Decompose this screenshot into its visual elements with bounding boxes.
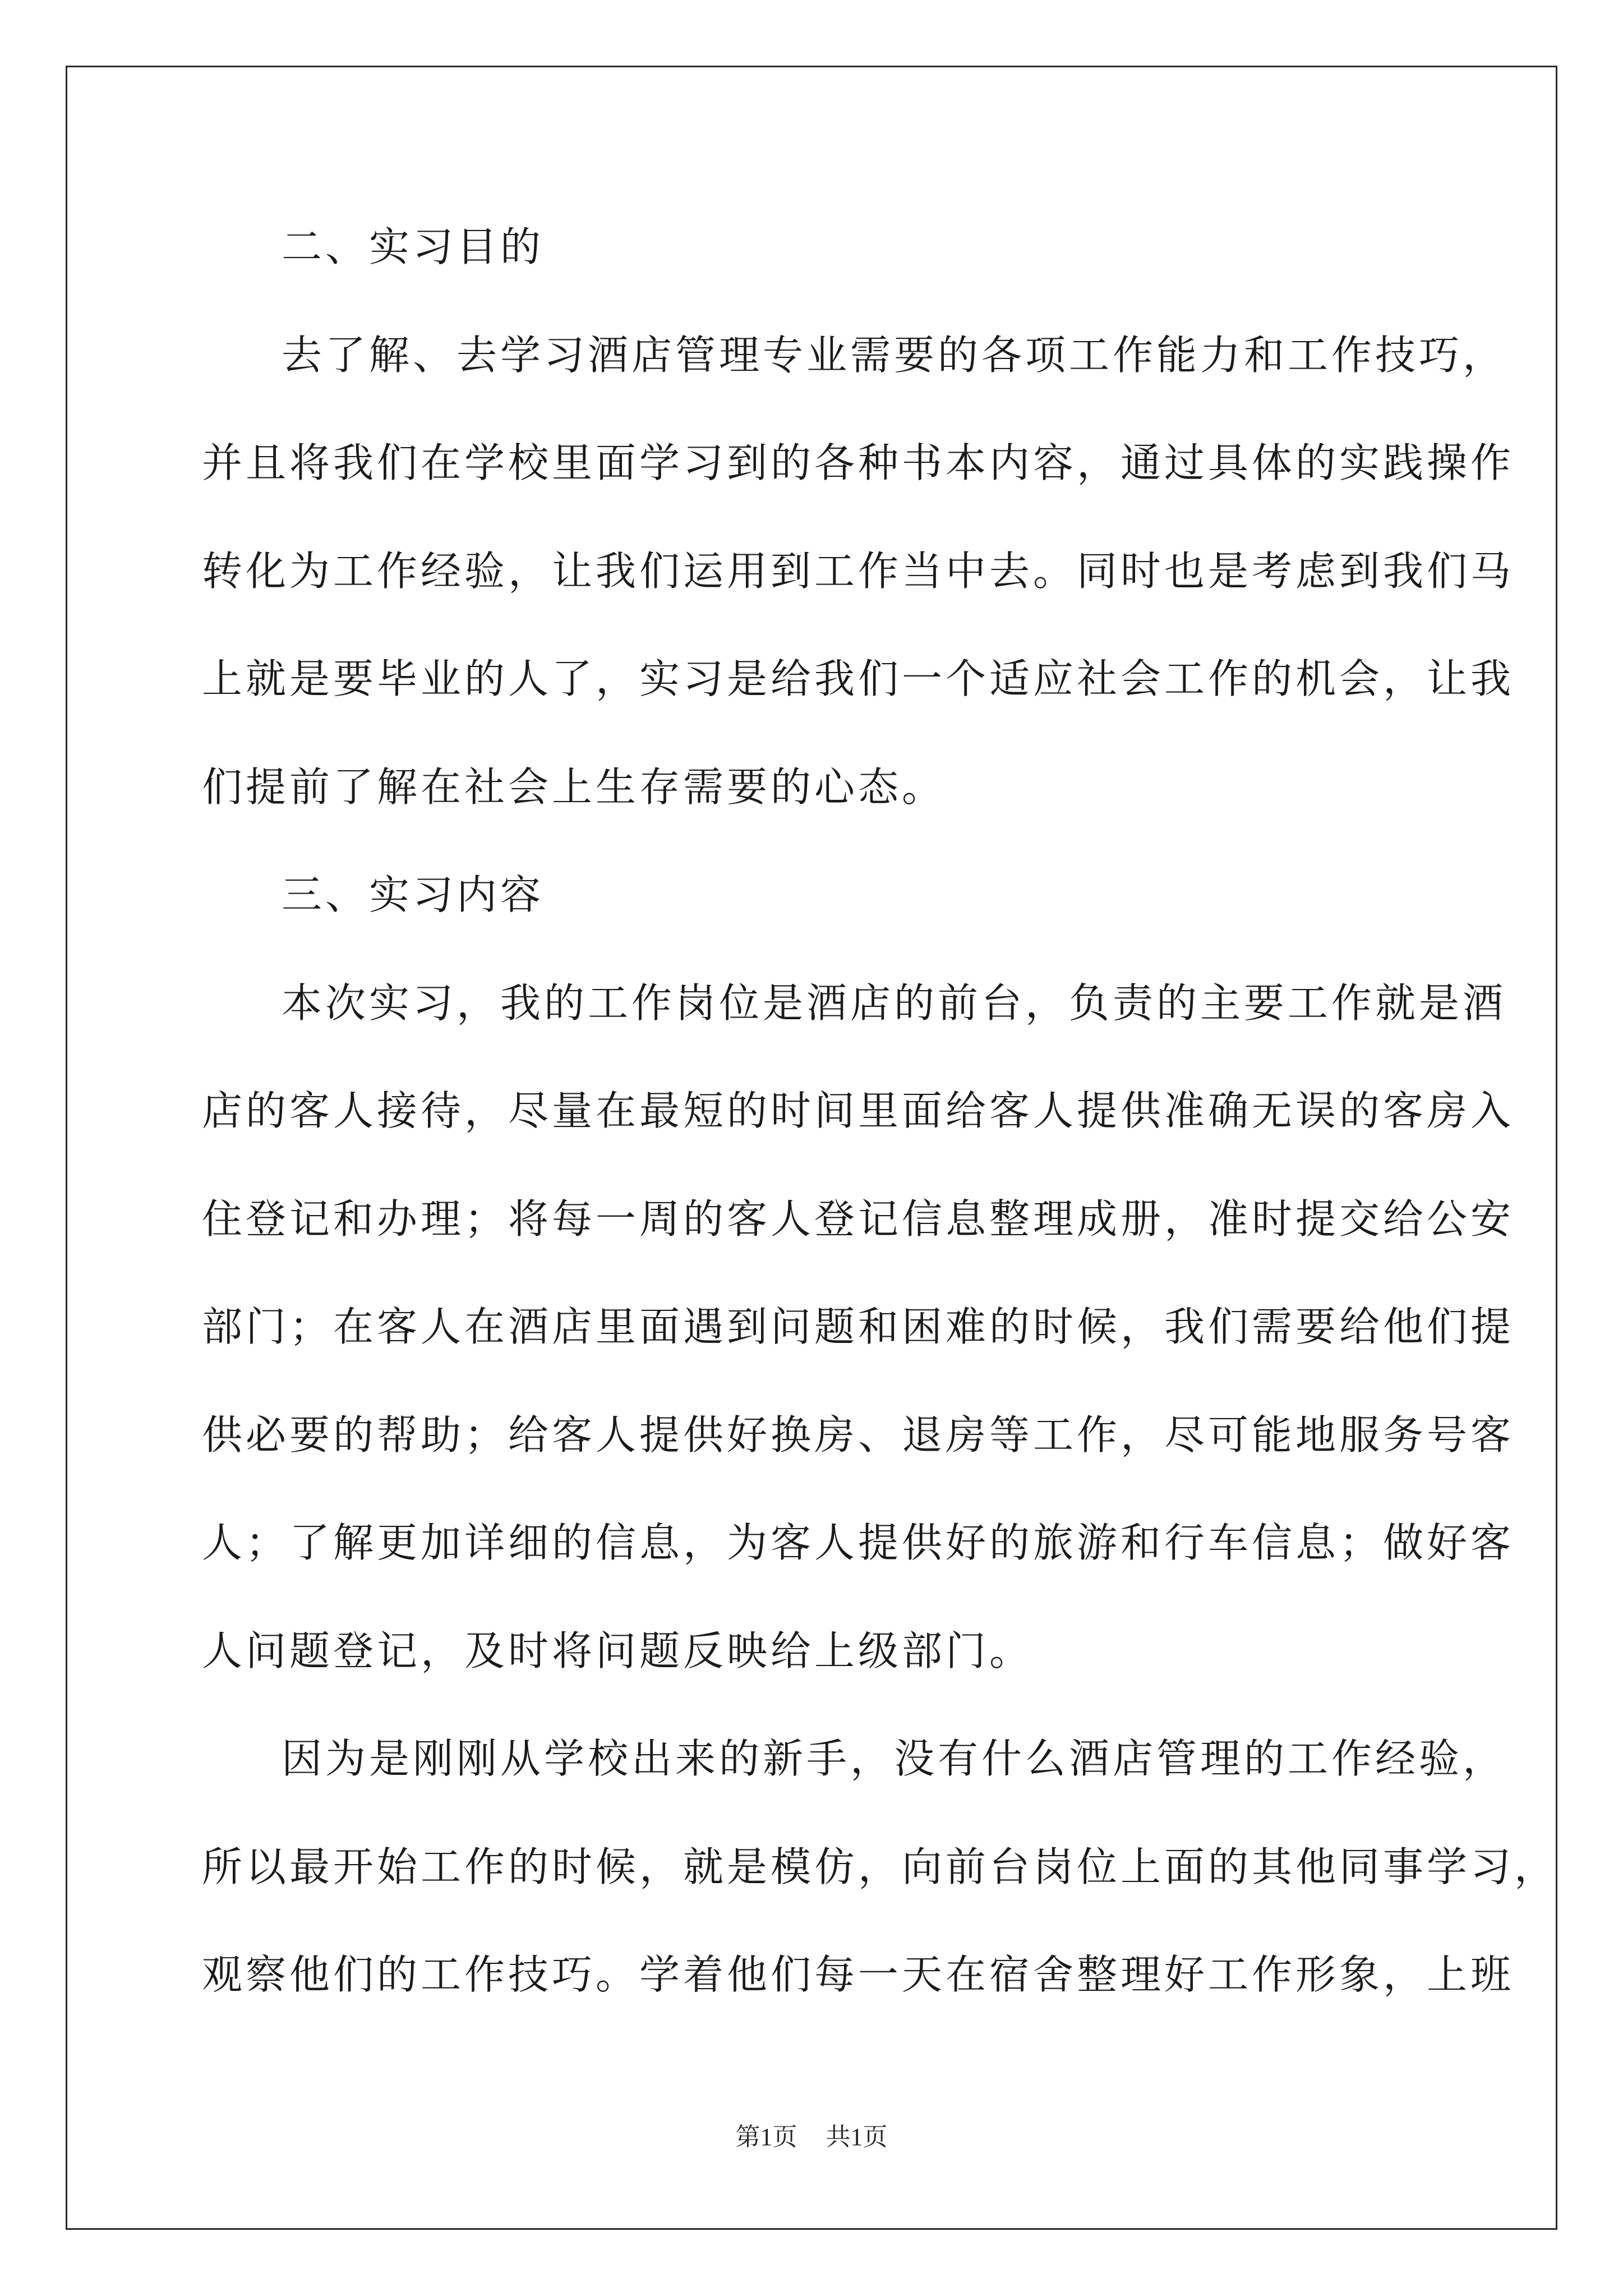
text-line: 本次实习，我的工作岗位是酒店的前台，负责的主要工作就是酒 [282,979,1507,1027]
text-line: 住登记和办理；将每一周的客人登记信息整理成册，准时提交给公安 [202,1195,1515,1243]
section-heading-purpose: 二、实习目的 [282,223,545,270]
section-heading-content: 三、实习内容 [282,871,545,918]
text-line: 并且将我们在学校里面学习到的各种书本内容，通过具体的实践操作 [202,439,1515,486]
text-line: 观察他们的工作技巧。学着他们每一天在宿舍整理好工作形象，上班 [202,1951,1515,1998]
text-line: 部门；在客人在酒店里面遇到问题和困难的时候，我们需要给他们提 [202,1303,1515,1350]
text-line: 店的客人接待，尽量在最短的时间里面给客人提供准确无误的客房入 [202,1087,1515,1134]
text-line: 转化为工作经验，让我们运用到工作当中去。同时也是考虑到我们马 [202,547,1515,595]
text-line: 去了解、去学习酒店管理专业需要的各项工作能力和工作技巧， [282,331,1507,379]
text-line: 人；了解更加详细的信息，为客人提供好的旅游和行车信息；做好客 [202,1519,1515,1566]
text-line: 上就是要毕业的人了，实习是给我们一个适应社会工作的机会，让我 [202,655,1515,702]
text-line: 因为是刚刚从学校出来的新手，没有什么酒店管理的工作经验， [282,1735,1507,1782]
text-line: 人问题登记，及时将问题反映给上级部门。 [202,1627,1034,1674]
page-number: 第1页 [735,2123,797,2151]
document-body [202,208,1559,2044]
text-line: 所以最开始工作的时候，就是模仿，向前台岗位上面的其他同事学习， [202,1843,1559,1890]
text-line: 们提前了解在社会上生存需要的心态。 [202,763,946,811]
page-total: 共1页 [826,2123,888,2151]
text-line: 供必要的帮助；给客人提供好换房、退房等工作，尽可能地服务号客 [202,1411,1515,1458]
page-footer [0,2116,1623,2152]
